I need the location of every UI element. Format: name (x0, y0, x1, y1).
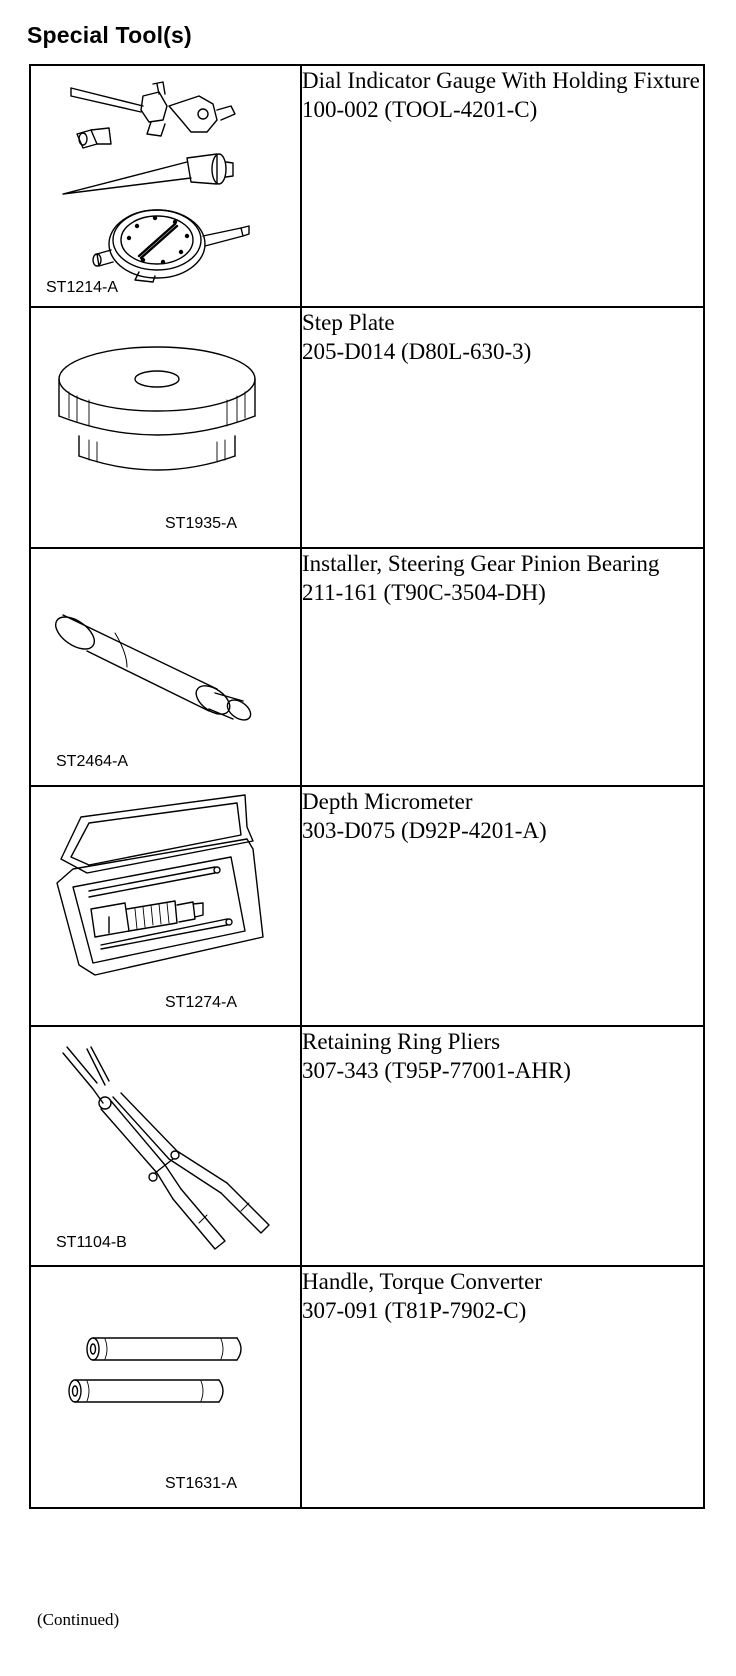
tool-image-code: ST1104-B (56, 1234, 127, 1251)
tool-image-code: ST1631-A (165, 1475, 238, 1492)
step-plate-icon (31, 308, 300, 549)
tool-illustration-cell (30, 1266, 301, 1508)
tool-name: Installer, Steering Gear Pinion Bearing (302, 551, 660, 576)
tool-illustration-cell (30, 1026, 301, 1266)
depth-micrometer-icon (31, 787, 300, 1027)
tool-number: 205-D014 (D80L-630-3) (302, 339, 532, 364)
tool-description-cell (301, 1026, 704, 1266)
section-title: Special Tool(s) (27, 22, 192, 48)
tool-description-cell (301, 307, 704, 548)
tool-name: Retaining Ring Pliers (302, 1029, 501, 1054)
continued-note: (Continued) (37, 1610, 120, 1629)
tool-number: 303-D075 (D92P-4201-A) (302, 818, 547, 843)
tool-name: Depth Micrometer (302, 789, 473, 814)
tool-number: 211-161 (T90C-3504-DH) (302, 580, 546, 605)
tool-image-code: ST1274-A (165, 994, 238, 1011)
tool-image-code: ST1935-A (165, 515, 238, 532)
dial-indicator-gauge-icon (31, 66, 300, 308)
tool-name: Step Plate (302, 310, 395, 335)
tool-description-cell (301, 786, 704, 1026)
table-row (30, 307, 704, 548)
tool-number: 307-343 (T95P-77001-AHR) (302, 1058, 571, 1083)
torque-converter-handle-icon (31, 1267, 300, 1509)
tool-number: 100-002 (TOOL-4201-C) (302, 97, 538, 122)
tool-description-cell (301, 65, 704, 307)
table-row (30, 786, 704, 1026)
pinion-bearing-installer-icon (31, 549, 300, 787)
table-row (30, 1266, 704, 1508)
tool-name: Dial Indicator Gauge With Holding Fixture (302, 68, 700, 93)
tool-image-code: ST1214-A (46, 279, 119, 296)
table-row (30, 65, 704, 307)
tool-illustration-cell (30, 307, 301, 548)
table-row (30, 1026, 704, 1266)
tool-illustration-cell (30, 786, 301, 1026)
tool-name: Handle, Torque Converter (302, 1269, 543, 1294)
tool-description-cell (301, 1266, 704, 1508)
special-tools-table (29, 64, 705, 1509)
table-row (30, 548, 704, 786)
tool-number: 307-091 (T81P-7902-C) (302, 1298, 527, 1323)
tool-illustration-cell (30, 548, 301, 786)
tool-description-cell (301, 548, 704, 786)
tool-illustration-cell (30, 65, 301, 307)
tool-image-code: ST2464-A (56, 753, 129, 770)
retaining-ring-pliers-icon (31, 1027, 300, 1267)
